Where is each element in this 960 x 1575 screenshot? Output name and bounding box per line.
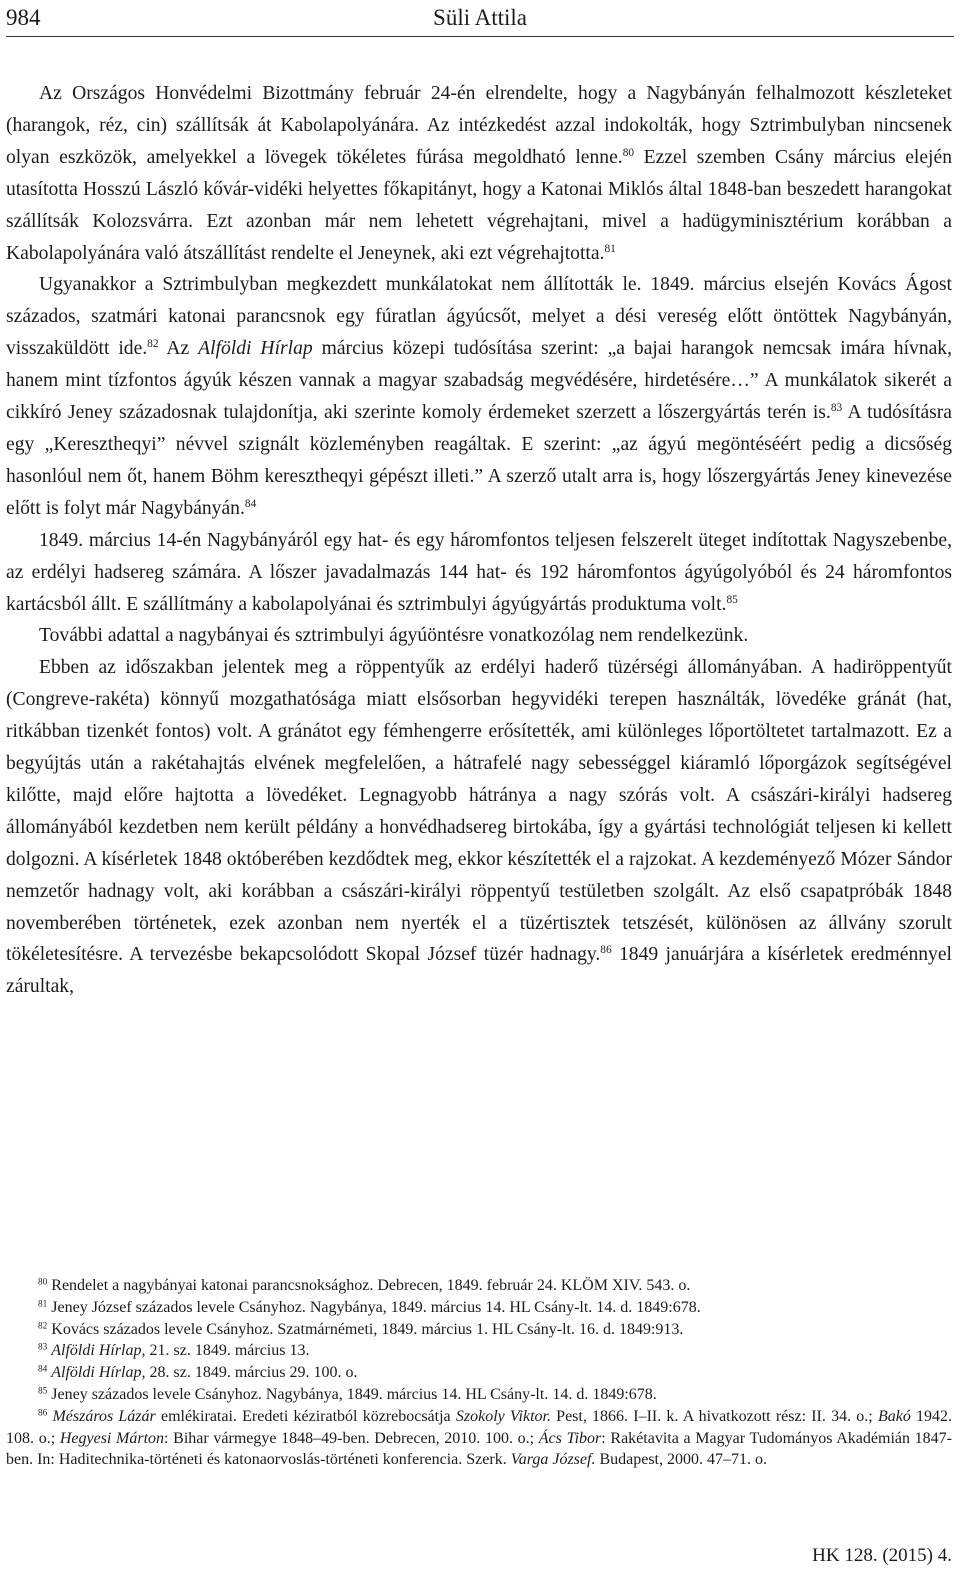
text-run: Ebben az időszakban jelentek meg a röppentyűk az erdélyi haderő tüzérségi állományában. A hadiröppentyűt (Congreve-rakéta) könnyű mozgathatósága miatt elsősorban hegyvidéki terepen használták, lövedéke gránát (hat, ritkábban tizenkét fontos) volt. A gránátot egy fémhengerre erősítették, ami különleges lőportöltetet tartalmazott. Ez a begyújtás után a rakétahajtás elvének megfelelően, a hátrafelé nagy sebességgel kiáramló lőporgázok segítségével kilőtte, majd előre hajtotta a lövedéket. Legnagyobb hátránya a nagy szórás volt. A császári-királyi hadsereg állományából kezdetben nem került példány a honvédhadsereg birtokába, így a gyártási technológiát teljesen ki kellett dolgozni. A kísérletek 1848 októberében kezdődtek meg, ekkor készítették el a rajzokat. A kezdeményező Mózer Sándor nemzetőr hadnagy volt, aki korábban a császári-királyi röppentyű testületben szolgált. Az első csapatpróbák 1848 novemberében történetek, ezek azonban nem nyerték el a tüzértisztek tetszését, különösen az állvány szorult tökéletesítésre. A tervezésbe bekapcsolódott Skopal József tüzér hadnagy. [6,657,952,966]
italic-text: Bakó [877,1407,911,1425]
italic-text: Alföldi Hírlap [198,338,313,360]
footnote-ref: 80 [622,146,635,159]
footnote-ref: 86 [38,1408,48,1419]
header-rule [6,36,954,37]
text-run: : Bihar vármegye 1848–49-ben. Debrecen, 2010. 100. o.; [164,1429,539,1447]
body-paragraph [6,620,952,652]
journal-reference: HK 128. (2015) 4. [812,1545,952,1566]
text-run: Rendelet a nagybányai katonai parancsnoksághoz. Debrecen, 1849. február 24. KLÖM XIV. 543. o. [47,1277,691,1294]
footnote [6,1319,952,1341]
text-run: Ezzel szemben Csány március elején utasította Hosszú László kővár-vidéki helyettes főkapitányt, hogy a Katonai Miklós által 1848-ban beszedett harangokat szállítsák Kolozsvárra. Ezt azonban már nem lehetett végrehajtani, mivel a hadügyminisztérium korábban a Kabolapolyánára való átszállítást rendelte el Jeneynek, aki ezt végrehajtotta. [6,146,952,264]
footnote-ref: 82 [38,1320,48,1331]
running-head-author: Süli Attila [433,5,527,30]
italic-text: Mészáros Lázár [52,1407,156,1425]
footnote-ref: 80 [38,1277,48,1288]
text-run: 28. sz. 1849. március 29. 100. o. [145,1364,358,1382]
text-run: Budapest, 2000. 47–71. o. [595,1451,767,1469]
footnote [6,1362,952,1384]
text-run: Ugyanakkor a Sztrimbulyban megkezdett munkálatokat nem állították le. 1849. március elsején Kovács Ágost százados, szatmári katonai parancsnok egy fúratlan ágyúcsőt, melyet a dési vereség előtt öntöttek Nagybányán, visszaküldött ide. [6,274,952,360]
text-run: Az [158,338,199,360]
footnote-ref: 85 [726,593,738,606]
footnote-ref: 86 [600,944,612,957]
text-run: 1942. 108. o.; [6,1407,953,1447]
footnote [6,1384,952,1406]
footnotes [6,1275,952,1471]
text-run: Pest, 1866. I–II. k. A hivatkozott rész: II. 34. o.; [550,1407,878,1425]
footnote-ref: 85 [38,1386,48,1397]
italic-text: Hegyesi Márton [59,1429,165,1447]
text-run: március közepi tudósítása szerint: „a bajai harangok nemcsak imára hívnak, hanem mint tízfontos ágyúk készen vannak a magyar szabadság megvédésére, hirdetésére…” A munkálatok sikerét a cikkíró Jeney századosnak tulajdonítja, aki szerinte komoly érdemeket szerzett a lőszergyártás terén is. [6,338,953,424]
text-run: Jeney százados levele Csányhoz. Nagybánya, 1849. március 14. HL Csány-lt. 14. d. 1849:678. [47,1385,657,1403]
footnote [6,1406,952,1471]
footnote-ref: 83 [38,1342,48,1353]
italic-text: Alföldi Hírlap, [51,1364,146,1382]
text-run: Kovács százados levele Csányhoz. Szatmárnémeti, 1849. március 1. HL Csány-lt. 16. d. 1849:913. [47,1320,684,1338]
text-run: Jeney József százados levele Csányhoz. Nagybánya, 1849. március 14. HL Csány-lt. 14. d. 1849:678. [47,1298,701,1316]
text-run: További adattal a nagybányai és sztrimbulyi ágyúöntésre vonatkozólag nem rendelkezünk. [39,625,749,647]
footnote-ref: 84 [244,497,257,510]
body-paragraph [6,78,952,269]
text-run: A tudósításra egy „Keresztheqyi” névvel szignált közleményben reagáltak. E szerint: „az ágyú megöntéséért pedig a dicsőség hasonlóul nem őt, hanem Böhm keresztheqyi gépészt illeti.” A szerző utalt arra is, hogy lőszergyártás Jeney kinevezése előtt is folyt már Nagybányán. [6,402,952,519]
footnote-ref: 81 [604,242,616,255]
text-run: emlékiratai. Eredeti kéziratból közrebocsátja [155,1407,456,1425]
text-run: Az Országos Honvédelmi Bizottmány február 24-én elrendelte, hogy a Nagybányán felhalmozott készleteket (harangok, réz, cin) szállítsák át Kabolapolyánára. Az intézkedést azzal indokolták, hogy Sztrimbulyban nincsenek olyan eszközök, amelyekkel a lövegek tökéletes fúrása megoldható lenne. [6,83,952,168]
footnote-ref: 83 [830,402,843,415]
footnote-ref: 84 [38,1364,48,1375]
footnote-ref: 82 [147,338,159,351]
text-run: 21. sz. 1849. március 13. [145,1342,310,1360]
footnote [6,1275,952,1297]
body-paragraph [6,269,952,524]
body-text [6,78,952,1003]
running-header [6,0,954,36]
page-number: 984 [6,5,41,30]
italic-text: Alföldi Hírlap, [51,1342,146,1360]
text-run: 1849. március 14-én Nagybányáról egy hat- és egy háromfontos teljesen felszerelt üteget indítottak Nagyszebenbe, az erdélyi hadsereg számára. A lőszer javadalmazás 144 hat- és 192 háromfontos ágyúgolyóból és 24 háromfontos kartácsból állt. E szállítmány a kabolapolyánai és sztrimbulyi ágyúgyártás produktuma volt. [6,529,952,615]
text-run: 1849 januárjára a kísérletek eredménnyel zárultak, [6,944,952,998]
body-paragraph [6,525,952,621]
footnote [6,1297,952,1319]
text-run: : Rakétavita a Magyar Tudományos Akadémián 1847-ben. In: Haditechnika-történeti és katonaorvoslás-történeti konferencia. Szerk. [6,1429,952,1469]
italic-text: Szokoly Viktor. [455,1407,551,1425]
italic-text: Ács Tibor [538,1429,602,1447]
body-paragraph [6,652,952,1003]
italic-text: Varga József. [510,1451,596,1469]
footnote-ref: 81 [38,1299,48,1310]
footnote [6,1340,952,1362]
